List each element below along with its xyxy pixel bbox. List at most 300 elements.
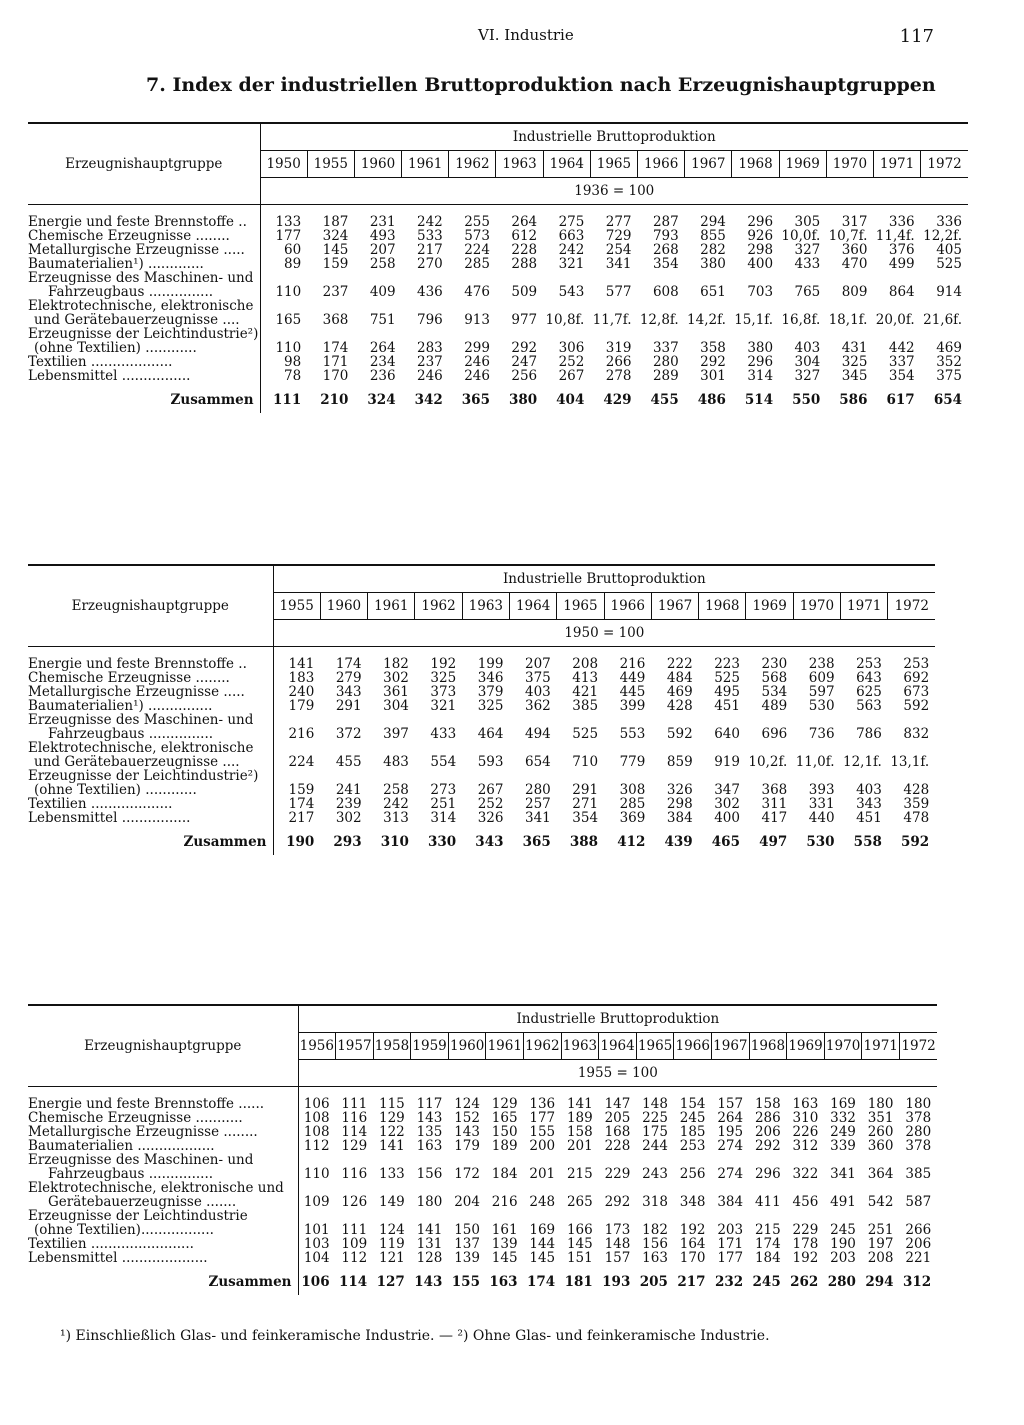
- table-cell: 358: [700, 340, 726, 356]
- table-cell: 183: [288, 670, 315, 686]
- table-cell: 174: [322, 340, 349, 356]
- table-cell: 352: [936, 354, 962, 370]
- table-cell: 380: [700, 256, 726, 272]
- table-row: [28, 299, 968, 327]
- table-cell: 221: [905, 1250, 932, 1266]
- row-label-line: Elektrotechnische, elektronische: [28, 741, 254, 756]
- table-cell: 150: [491, 1124, 518, 1140]
- table-cell: 326: [666, 782, 693, 798]
- total-cell: 365: [522, 834, 551, 850]
- table-cell: 201: [566, 1138, 593, 1154]
- row-label-line: Chemische Erzeugnisse ........: [28, 229, 230, 243]
- row-label: [28, 713, 273, 741]
- table-cell: 499: [888, 256, 915, 272]
- row-label-line: (ohne Textilien) ............: [34, 340, 197, 355]
- table-cell: 449: [619, 670, 646, 686]
- table-cell: 137: [454, 1236, 480, 1252]
- row-label-line: Lebensmittel ................: [28, 811, 191, 825]
- table-cell: 116: [341, 1110, 368, 1126]
- table-cell: 264: [511, 214, 538, 230]
- table-cell: 115: [379, 1096, 405, 1112]
- table-cell: 156: [416, 1166, 443, 1182]
- table-cell: 354: [652, 256, 679, 272]
- table-cell: 405: [936, 242, 962, 258]
- row-label-line: Energie und feste Brennstoffe ......: [28, 1097, 265, 1111]
- total-cell: 111: [273, 392, 302, 408]
- total-label: Zusammen: [28, 1265, 298, 1289]
- table-cell: 131: [416, 1236, 443, 1252]
- table-cell: 246: [464, 368, 490, 384]
- table-cell: 364: [867, 1166, 894, 1182]
- row-label-line: Textilien ...................: [28, 797, 173, 811]
- total-cell: 592: [901, 834, 930, 850]
- year-header: 1962: [449, 151, 496, 178]
- row-label: [28, 1237, 298, 1251]
- row-label: [28, 657, 273, 671]
- table-cell: 156: [642, 1236, 668, 1252]
- row-label: [28, 355, 260, 369]
- table-cell: 289: [652, 368, 679, 384]
- table-cell: 608: [652, 284, 679, 300]
- table-cell: 141: [288, 656, 315, 672]
- table-cell: 456: [792, 1194, 819, 1210]
- table-cell: 464: [477, 726, 504, 742]
- table-cell: 159: [288, 782, 315, 798]
- table-cell: 112: [341, 1250, 368, 1266]
- year-header: 1968: [732, 151, 779, 178]
- table-cell: 765: [794, 284, 821, 300]
- table-cell: 266: [905, 1222, 932, 1238]
- table-cell: 337: [652, 340, 679, 356]
- table-cell: 20,0f.: [875, 312, 915, 328]
- row-label-line: Erzeugnisse der Leichtindustrie²): [28, 769, 259, 784]
- table-cell: 525: [936, 256, 962, 272]
- table-cell: 280: [652, 354, 679, 370]
- table-cell: 111: [341, 1096, 368, 1112]
- table-cell: 223: [714, 656, 740, 672]
- table-cell: 442: [888, 340, 915, 356]
- table-cell: 914: [936, 284, 962, 300]
- table-cell: 251: [430, 796, 457, 812]
- year-header: 1961: [368, 593, 415, 620]
- table-cell: 292: [754, 1138, 781, 1154]
- year-header: 1962: [524, 1033, 562, 1060]
- table-cell: 368: [322, 312, 349, 328]
- table-cell: 180: [867, 1096, 894, 1112]
- table-cell: 255: [464, 214, 490, 230]
- table-cell: 174: [754, 1236, 781, 1252]
- year-header: 1970: [826, 151, 873, 178]
- total-cell: 455: [650, 392, 679, 408]
- table-cell: 298: [747, 242, 774, 258]
- year-header: 1971: [862, 1033, 900, 1060]
- table-cell: 18,1f.: [828, 312, 868, 328]
- year-header: 1961: [486, 1033, 524, 1060]
- total-cell: 217: [677, 1274, 706, 1290]
- table-cell: 304: [383, 698, 409, 714]
- row-label: [28, 1181, 298, 1209]
- table-cell: 171: [717, 1236, 744, 1252]
- table-cell: 139: [491, 1236, 518, 1252]
- table-cell: 109: [341, 1236, 368, 1252]
- row-label-line: Erzeugnisse der Leichtindustrie: [28, 1209, 248, 1224]
- table-row: [28, 1153, 937, 1181]
- table-cell: 643: [856, 670, 882, 686]
- table-cell: 119: [379, 1236, 405, 1252]
- table-cell: 336: [936, 214, 962, 230]
- index-table-1950-base: [28, 564, 935, 855]
- table-cell: 288: [511, 256, 538, 272]
- table-cell: 203: [830, 1250, 856, 1266]
- table-cell: 258: [383, 782, 409, 798]
- row-label-line: Baumaterialien¹) .............: [28, 257, 204, 271]
- row-label-line: Gerätebauerzeugnisse .......: [48, 1194, 237, 1209]
- table-cell: 253: [903, 656, 930, 672]
- table-cell: 285: [619, 796, 646, 812]
- table-cell: 385: [572, 698, 599, 714]
- table-cell: 217: [417, 242, 443, 258]
- table-cell: 736: [808, 726, 835, 742]
- year-header: 1959: [411, 1033, 449, 1060]
- table-cell: 796: [417, 312, 443, 328]
- table-cell: 327: [794, 242, 821, 258]
- row-label: [28, 1153, 298, 1181]
- table-cell: 151: [566, 1250, 593, 1266]
- table-cell: 224: [464, 242, 490, 258]
- row-label-line: Erzeugnisse des Maschinen- und: [28, 1153, 254, 1168]
- year-header: 1963: [462, 593, 509, 620]
- table-cell: 318: [642, 1194, 668, 1210]
- table-cell: 478: [903, 810, 930, 826]
- year-header: 1965: [590, 151, 637, 178]
- table-cell: 855: [700, 228, 726, 244]
- table-cell: 327: [794, 368, 821, 384]
- table-cell: 158: [566, 1124, 593, 1140]
- table-cell: 158: [754, 1096, 781, 1112]
- row-label-line: Chemische Erzeugnisse ...........: [28, 1111, 243, 1125]
- table-row: [28, 797, 935, 811]
- table-cell: 252: [558, 354, 585, 370]
- table-cell: 159: [322, 256, 349, 272]
- index-table-1955-base: [28, 1004, 937, 1295]
- table-cell: 354: [888, 368, 915, 384]
- table-cell: 302: [714, 796, 740, 812]
- row-label: [28, 811, 273, 825]
- table-cell: 229: [604, 1166, 631, 1182]
- table-cell: 376: [888, 242, 915, 258]
- table-cell: 612: [511, 228, 538, 244]
- row-label-line: Erzeugnisse des Maschinen- und: [28, 713, 254, 728]
- table-row: [28, 769, 935, 797]
- table-cell: 246: [417, 368, 443, 384]
- row-label: [28, 271, 260, 299]
- table-cell: 304: [794, 354, 821, 370]
- row-label-line: Lebensmittel ....................: [28, 1251, 208, 1265]
- year-header: 1965: [636, 1033, 674, 1060]
- table-cell: 242: [558, 242, 585, 258]
- table-cell: 542: [867, 1194, 894, 1210]
- table-cell: 324: [322, 228, 349, 244]
- table-row: [28, 355, 968, 369]
- year-header: 1971: [873, 151, 920, 178]
- table-cell: 182: [383, 656, 409, 672]
- table-cell: 926: [747, 228, 774, 244]
- year-header: 1970: [793, 593, 840, 620]
- index-base: 1936 = 100: [260, 178, 968, 205]
- table-cell: 343: [856, 796, 882, 812]
- table-cell: 129: [341, 1138, 368, 1154]
- year-header: 1964: [509, 593, 556, 620]
- table-cell: 192: [679, 1222, 706, 1238]
- table-cell: 696: [761, 726, 788, 742]
- table-cell: 10,2f.: [748, 754, 788, 770]
- table-row: [28, 215, 968, 229]
- table-cell: 270: [417, 256, 443, 272]
- table-cell: 216: [619, 656, 646, 672]
- total-row: [28, 383, 968, 407]
- table-cell: 403: [525, 684, 551, 700]
- year-header: 1967: [651, 593, 698, 620]
- table-cell: 577: [605, 284, 632, 300]
- row-label-line: Fahrzeugbaus ...............: [48, 726, 214, 741]
- row-label: [28, 1097, 298, 1111]
- table-cell: 299: [464, 340, 490, 356]
- table-cell: 166: [566, 1222, 593, 1238]
- table-cell: 469: [666, 684, 693, 700]
- row-label: [28, 299, 260, 327]
- table-row: [28, 327, 968, 355]
- total-cell: 558: [853, 834, 882, 850]
- row-label-line: Erzeugnisse des Maschinen- und: [28, 271, 254, 286]
- table-cell: 369: [619, 810, 646, 826]
- total-cell: 106: [301, 1274, 330, 1290]
- table-cell: 124: [454, 1096, 480, 1112]
- table-cell: 104: [303, 1250, 330, 1266]
- table-row: [28, 741, 935, 769]
- year-header: 1966: [638, 151, 685, 178]
- table-cell: 786: [856, 726, 882, 742]
- table-row: [28, 1111, 937, 1125]
- table-cell: 189: [566, 1110, 593, 1126]
- table-cell: 347: [714, 782, 740, 798]
- table-cell: 199: [477, 656, 504, 672]
- table-cell: 495: [714, 684, 740, 700]
- total-cell: 114: [339, 1274, 368, 1290]
- table-cell: 248: [529, 1194, 556, 1210]
- table-cell: 179: [454, 1138, 480, 1154]
- table-cell: 114: [341, 1124, 368, 1140]
- total-cell: 190: [286, 834, 315, 850]
- table-cell: 177: [529, 1110, 556, 1126]
- table-row: [28, 369, 968, 383]
- table-row: [28, 685, 935, 699]
- table-cell: 267: [477, 782, 504, 798]
- table-cell: 470: [841, 256, 868, 272]
- table-cell: 428: [903, 782, 930, 798]
- table-cell: 625: [856, 684, 882, 700]
- table-cell: 692: [903, 670, 930, 686]
- table-cell: 145: [529, 1250, 556, 1266]
- table-cell: 573: [464, 228, 490, 244]
- row-label-line: Metallurgische Erzeugnisse .....: [28, 243, 245, 257]
- row-label-line: und Gerätebauerzeugnisse ....: [34, 312, 240, 327]
- year-header: 1969: [787, 1033, 825, 1060]
- table-cell: 208: [867, 1250, 894, 1266]
- table-cell: 204: [454, 1194, 480, 1210]
- table-cell: 168: [604, 1124, 631, 1140]
- table-cell: 169: [529, 1222, 556, 1238]
- table-cell: 280: [905, 1124, 932, 1140]
- table-cell: 170: [322, 368, 349, 384]
- table-cell: 267: [558, 368, 585, 384]
- table-cell: 163: [792, 1096, 819, 1112]
- table-cell: 292: [604, 1194, 631, 1210]
- table-cell: 203: [717, 1222, 744, 1238]
- table-cell: 361: [383, 684, 409, 700]
- total-label: Zusammen: [28, 383, 260, 407]
- row-label: [28, 685, 273, 699]
- table-cell: 336: [888, 214, 915, 230]
- table-cell: 251: [867, 1222, 894, 1238]
- total-cell: 486: [697, 392, 726, 408]
- table-cell: 122: [379, 1124, 405, 1140]
- table-cell: 314: [747, 368, 774, 384]
- total-cell: 262: [790, 1274, 819, 1290]
- table-cell: 143: [416, 1110, 443, 1126]
- row-label-line: (ohne Textilien).................: [34, 1222, 214, 1237]
- table-cell: 101: [303, 1222, 330, 1238]
- table-cell: 185: [679, 1124, 706, 1140]
- table-cell: 234: [369, 354, 396, 370]
- table-cell: 253: [856, 656, 882, 672]
- table-cell: 175: [642, 1124, 668, 1140]
- table-row: [28, 1139, 937, 1153]
- table-cell: 13,1f.: [890, 754, 930, 770]
- table-cell: 14,2f.: [687, 312, 726, 328]
- table-cell: 859: [666, 754, 693, 770]
- table-cell: 294: [700, 214, 726, 230]
- table-cell: 192: [792, 1250, 819, 1266]
- row-label: [28, 1125, 298, 1139]
- table-cell: 273: [430, 782, 457, 798]
- table-row: [28, 1181, 937, 1209]
- row-label: [28, 1251, 298, 1265]
- table-cell: 403: [794, 340, 821, 356]
- table-cell: 274: [717, 1166, 744, 1182]
- table-cell: 157: [604, 1250, 631, 1266]
- table-cell: 10,8f.: [545, 312, 585, 328]
- table-cell: 241: [335, 782, 362, 798]
- table-cell: 242: [417, 214, 443, 230]
- row-label: [28, 369, 260, 383]
- table-cell: 98: [284, 354, 302, 370]
- table-cell: 310: [792, 1110, 819, 1126]
- row-label-line: Metallurgische Erzeugnisse ........: [28, 1125, 258, 1139]
- table-cell: 145: [322, 242, 349, 258]
- table-cell: 729: [605, 228, 632, 244]
- index-base: 1950 = 100: [273, 620, 935, 647]
- table-cell: 779: [619, 754, 646, 770]
- total-row: [28, 825, 935, 849]
- table-cell: 509: [511, 284, 538, 300]
- table-cell: 533: [417, 228, 443, 244]
- row-label: [28, 1111, 298, 1125]
- table-cell: 243: [642, 1166, 668, 1182]
- table-row: [28, 811, 935, 825]
- table-cell: 141: [566, 1096, 593, 1112]
- table-cell: 346: [477, 670, 504, 686]
- table-cell: 197: [867, 1236, 894, 1252]
- table-cell: 237: [322, 284, 349, 300]
- table-cell: 809: [841, 284, 868, 300]
- table-cell: 228: [511, 242, 538, 258]
- row-label-line: Chemische Erzeugnisse ........: [28, 671, 230, 685]
- table-cell: 640: [714, 726, 740, 742]
- table-cell: 216: [491, 1194, 518, 1210]
- table-cell: 375: [936, 368, 962, 384]
- total-cell: 617: [886, 392, 915, 408]
- table-row: [28, 671, 935, 685]
- table-cell: 436: [417, 284, 443, 300]
- page-number: 117: [899, 26, 934, 47]
- year-header: 1963: [561, 1033, 599, 1060]
- table-cell: 247: [511, 354, 538, 370]
- table-row: [28, 1237, 937, 1251]
- table-cell: 21,6f.: [923, 312, 962, 328]
- row-label: [28, 1139, 298, 1153]
- table-cell: 154: [679, 1096, 706, 1112]
- table-cell: 11,7f.: [592, 312, 632, 328]
- table-cell: 11,0f.: [795, 754, 835, 770]
- year-header: 1958: [373, 1033, 411, 1060]
- table-cell: 145: [566, 1236, 593, 1252]
- table-row: [28, 243, 968, 257]
- table-cell: 291: [572, 782, 599, 798]
- table-cell: 673: [903, 684, 930, 700]
- table-cell: 112: [303, 1138, 330, 1154]
- table-cell: 286: [754, 1110, 781, 1126]
- table-cell: 483: [383, 754, 409, 770]
- table-cell: 266: [605, 354, 632, 370]
- table-cell: 476: [464, 284, 490, 300]
- table-cell: 393: [808, 782, 835, 798]
- table-cell: 225: [642, 1110, 668, 1126]
- table-cell: 206: [905, 1236, 932, 1252]
- table-cell: 525: [572, 726, 599, 742]
- table-cell: 229: [792, 1222, 819, 1238]
- table-cell: 354: [572, 810, 599, 826]
- table-cell: 135: [416, 1124, 443, 1140]
- total-cell: 343: [475, 834, 504, 850]
- table-cell: 10,0f.: [781, 228, 821, 244]
- total-cell: 465: [711, 834, 740, 850]
- table-cell: 12,8f.: [639, 312, 679, 328]
- table-cell: 440: [808, 810, 835, 826]
- year-header: 1967: [685, 151, 732, 178]
- year-header: 1955: [273, 593, 320, 620]
- table-cell: 215: [566, 1166, 593, 1182]
- table-cell: 325: [430, 670, 457, 686]
- row-label: [28, 1209, 298, 1237]
- table-cell: 208: [572, 656, 599, 672]
- table-cell: 144: [529, 1236, 556, 1252]
- year-header: 1960: [448, 1033, 486, 1060]
- table-cell: 189: [491, 1138, 518, 1154]
- table-cell: 141: [379, 1138, 405, 1154]
- table-cell: 331: [808, 796, 835, 812]
- table-cell: 244: [642, 1138, 668, 1154]
- table-cell: 384: [666, 810, 693, 826]
